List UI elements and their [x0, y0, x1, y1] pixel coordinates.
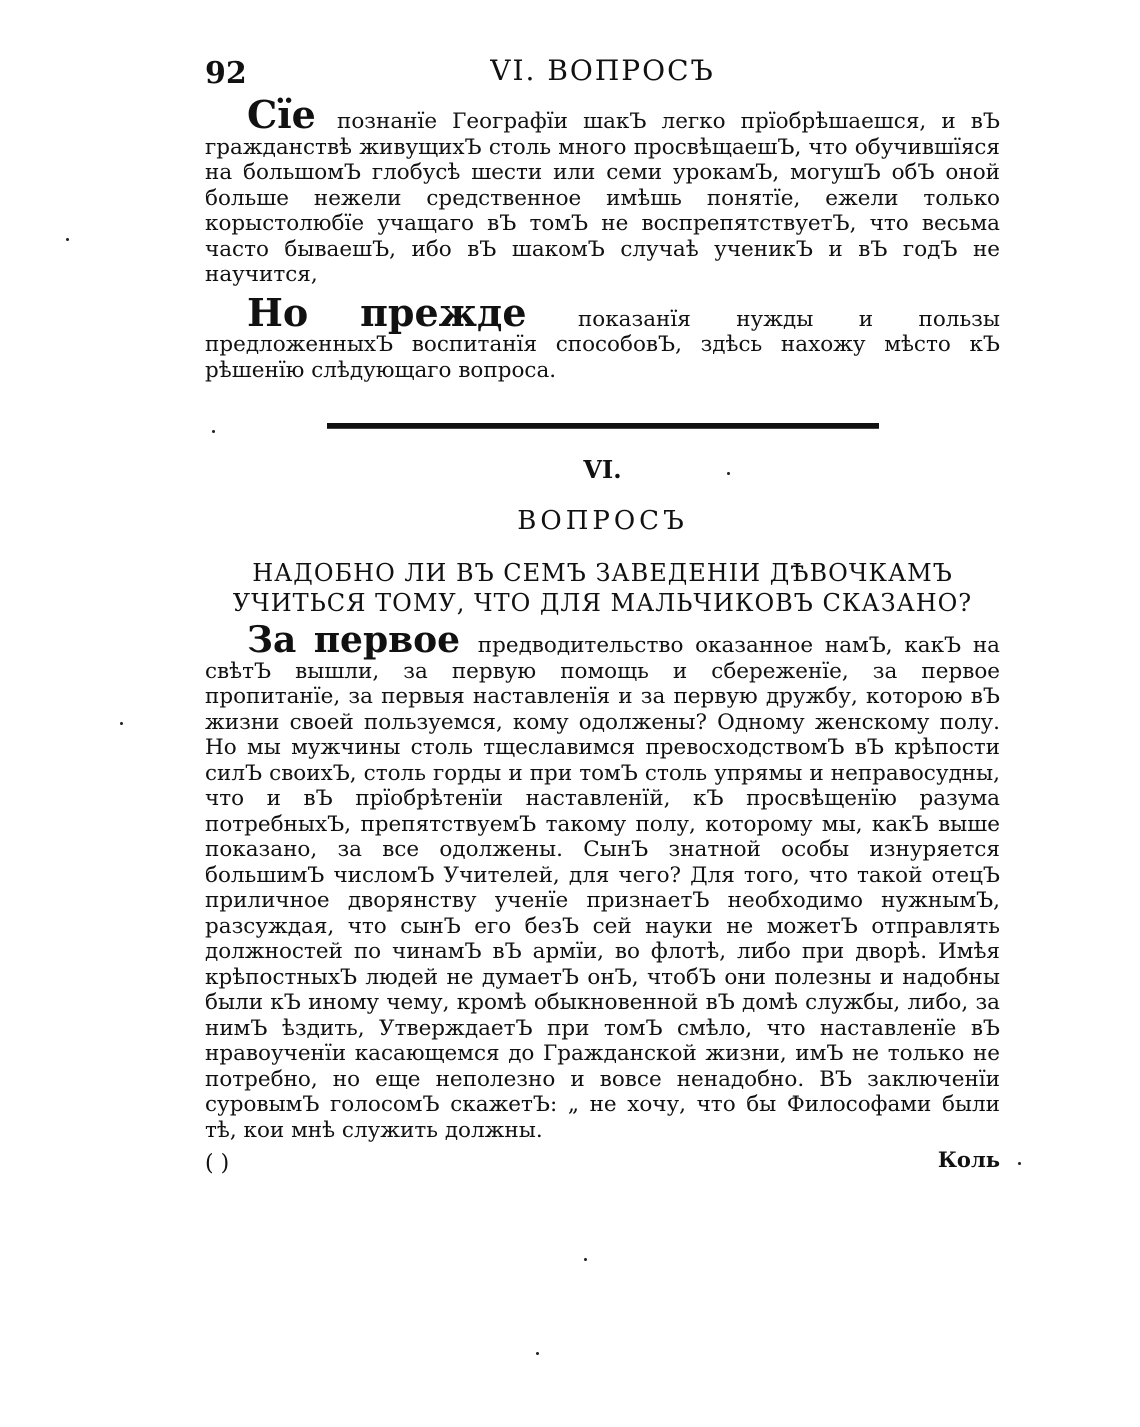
- print-speck: [66, 238, 69, 241]
- section-numeral: VI.: [583, 455, 622, 484]
- print-speck: [1018, 1162, 1021, 1165]
- paragraph-lead-word: Но прежде: [247, 289, 527, 335]
- running-head: VI. ВОПРОСЪ: [490, 54, 715, 87]
- section-title: ВОПРОСЪ: [517, 506, 688, 536]
- paragraph-lead-word: Сїе: [247, 92, 316, 137]
- book-page: [205, 52, 1000, 1179]
- section-question: НАДОБНО ЛИ ВЪ СЕМЪ ЗАВЕДЕНІИ ДѢВОЧКАМЪ УЧИТЬСЯ ТОМУ, ЧТО ДЛЯ МАЛЬЧИКОВЪ СКАЗАНО?: [232, 559, 973, 617]
- paragraph-transition: [205, 289, 1000, 384]
- print-speck: [584, 1258, 587, 1261]
- print-speck: [536, 1352, 539, 1355]
- page-header: [205, 52, 1000, 98]
- paragraph-text: предводительство оказанное намЪ, какЪ на свѣтЪ вышли, за первую помощь и сбереженїе, за первое пропитанїе, за первыя наставленїя и за первую дружбу, которою вЪ жизни своей пользуемся, кому одолжены? Одному женскому полу. Но мы мужчины столь тщеславимся превосходствомЪ вЪ крѣпости силЪ своихЪ, столь горды и при томЪ столь упрямы и неправосудны, что и вЪ прїобрѣтенїи наставленїй, кЪ просвѣщенїю разума потребныхЪ, препятствуемЪ такому полу, которому мы, какЪ выше показано, за все одолжены. СынЪ знатной особы изнуряется большимЪ числомЪ Учителей, для чего? Для того, что такой отецЪ приличное дворянству ученїе признаетЪ необходимо нужнымЪ, разсуждая, что сынЪ его безЪ сей науки не можетЪ отправлять должностей по чинамЪ вЪ армїи, во флотѣ, либо при дворѣ. Имѣя крѣпостныхЪ людей не думаетЪ онЪ, чтобЪ они полезны и надобны были кЪ иному чему, кромѣ обыкновенной вЪ домѣ службы, либо, за нимЪ ѣздить, УтверждаетЪ при томЪ смѣло, что наставленїе вЪ нравоученїи касающемся до Гражданской жизни, имЪ не только не потребно, но еще неполезно и вовсе ненадобно. ВЪ заключенїи суровымЪ голосомЪ скажетЪ: „ не хочу, что бы Философами были тѣ, кои мнѣ служить должны.: [205, 633, 1000, 1143]
- paragraph-first: [205, 619, 1000, 1143]
- page-number: 92: [205, 56, 247, 91]
- section-divider: [327, 423, 879, 429]
- page-footer: [205, 1147, 1000, 1179]
- print-speck: [727, 472, 730, 475]
- paragraph-text: познанїе Географїи шакЪ легко прїобрѣшаешся, и вЪ гражданствѣ живущихЪ столь много просвѣщаешЪ, что обучившїяся на большомЪ глобусѣ шести или семи урокамЪ, могушЪ обЪ оной больше нежели средственное имѣшь понятїе, ежели только корыстолюбїе учащаго вЪ томЪ не воспрепятствуетЪ, что весьма часто бываешЪ, ибо вЪ шакомЪ случаѣ ученикЪ и вЪ годЪ не научится,: [205, 109, 1000, 287]
- print-speck: [120, 722, 123, 725]
- paragraph-geography: [205, 92, 1000, 288]
- print-speck: [212, 430, 215, 433]
- catchword: Коль: [937, 1147, 1000, 1172]
- signature-mark: ( ): [205, 1151, 230, 1176]
- paragraph-text: показанїя нужды и пользы предложенныхЪ воспитанїя способовЪ, здѣсь нахожу мѣсто кЪ рѣшенїю слѣдующаго вопроса.: [205, 306, 1000, 383]
- paragraph-lead-word: За первое: [247, 619, 461, 661]
